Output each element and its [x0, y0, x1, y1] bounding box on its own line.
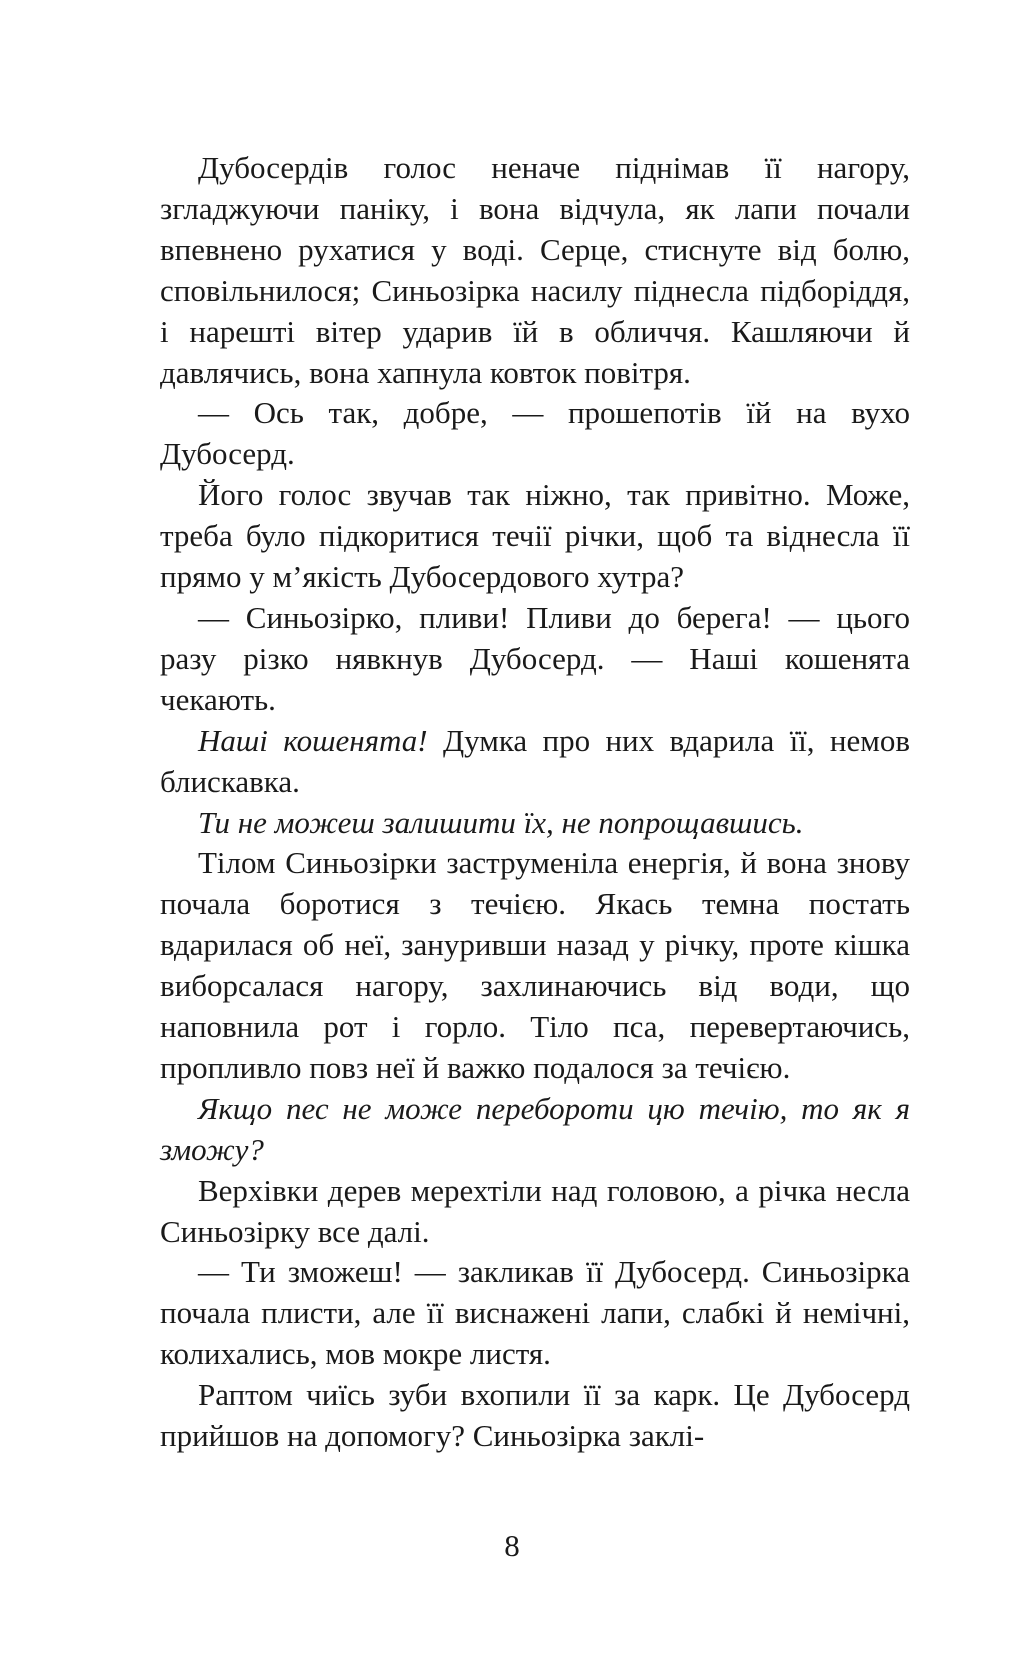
paragraph-2: — Ось так, добре, — прошепотів їй на вухо Дубосерд. — [160, 395, 910, 472]
paragraph-7: Тілом Синьозірки заструменіла енергія, й вона знову почала боротися з течією. Якась темна постать вдарилася об неї, зануривши назад у річку, проте кішка виборсалася нагору, захлинаючись від води, що наповнила рот і горло. Тіло пса, перевертаючись, пропливло повз неї й важко подалося за течією. — [160, 845, 910, 1085]
paragraph-5-rest: Думка про них вдарила її, немов блискавка. — [160, 722, 910, 799]
paragraph-9: Верхівки дерев мерехтіли над головою, а річка несла Синьозірку все далі. — [160, 1172, 910, 1249]
paragraph-4: — Синьозірко, пливи! Пливи до берега! — цього разу різко нявкнув Дубосерд. — Наші кошенята чекають. — [160, 599, 910, 717]
paragraph-10: — Ти зможеш! — закликав її Дубосерд. Синьозірка почала плисти, але її виснажені лапи, слабкі й немічні, колихались, мов мокре листя. — [160, 1254, 910, 1372]
paragraph-3: Його голос звучав так ніжно, так привітно. Може, треба було підкоритися течії річки, щоб та віднесла її прямо у м’якість Дубосердового хутра? — [160, 477, 910, 595]
paragraph-11: Раптом чиїсь зуби вхопили її за карк. Це Дубосерд прийшов на допомогу? Синьозірка заклі- — [160, 1377, 910, 1454]
italic-phrase: Наші кошенята! — [198, 722, 428, 758]
paragraph-1: Дубосердів голос неначе піднімав її нагору, згладжуючи паніку, і вона відчула, як лапи почали впевнено рухатися у воді. Серце, стиснуте від болю, сповільнилося; Синьозірка насилу піднесла підборіддя, і нарешті вітер ударив їй в обличчя. Кашляючи й давлячись, вона хапнула ковток повітря. — [160, 150, 910, 390]
paragraph-5 — [160, 721, 910, 803]
paragraph-8-thought: Якщо пес не може перебороти цю течію, то як я зможу? — [160, 1090, 910, 1167]
body-text — [160, 148, 910, 1457]
page-number: 8 — [504, 1528, 520, 1563]
paragraph-6-thought: Ти не можеш залишити їх, не попрощавшись. — [198, 804, 804, 840]
